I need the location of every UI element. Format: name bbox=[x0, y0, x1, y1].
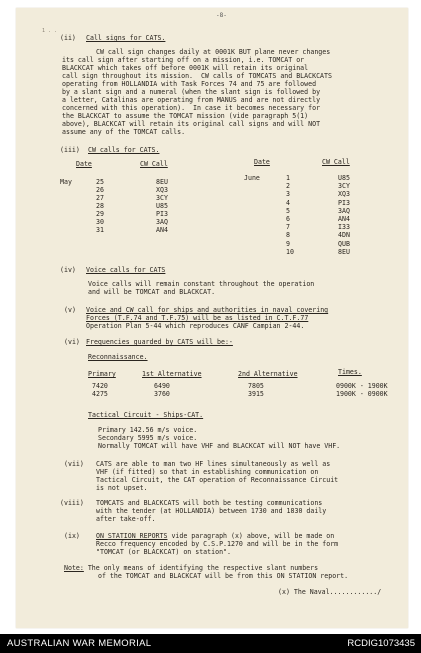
note-text-1: The only means of identifying the respective slant numbers bbox=[83, 564, 319, 572]
cw-table-right-month: June bbox=[244, 174, 260, 182]
cw-right-call: 3CY bbox=[338, 182, 350, 191]
freq-header-times: Times. bbox=[338, 368, 362, 376]
cw-right-date: 9 bbox=[286, 239, 290, 248]
section-vii-line: Tactical Circuit, the CAT operation of Reconnaissance Circuit bbox=[96, 476, 339, 484]
page-number: -8- bbox=[216, 12, 227, 19]
tactical-circuit-heading: Tactical Circuit - Ships-CAT. bbox=[88, 411, 204, 419]
note-label: Note: bbox=[64, 564, 84, 572]
section-viii-line: TOMCATS and BLACKCATS will both be testing communications bbox=[96, 499, 323, 507]
cw-right-call: I33 bbox=[338, 223, 350, 232]
section-ii-line: assume any of the TOMCAT calls. bbox=[62, 128, 186, 136]
cw-right-date: 6 bbox=[286, 215, 290, 223]
cw-left-call: 3AQ bbox=[156, 218, 168, 226]
cw-right-call: XQ3 bbox=[338, 190, 350, 199]
section-v-number: (v) bbox=[64, 306, 76, 314]
section-iv-heading: Voice calls for CATS bbox=[86, 266, 166, 274]
cw-right-date: 1 bbox=[286, 174, 290, 182]
cw-right-date: 2 bbox=[286, 182, 290, 191]
cw-left-call: AN4 bbox=[156, 226, 168, 234]
cw-right-date: 4 bbox=[286, 198, 290, 207]
section-ix-line-1-rest: vide paragraph (x) above, will be made on bbox=[167, 532, 335, 540]
reconnaissance-label: Reconnaissance. bbox=[88, 353, 148, 361]
section-ii-line: its call sign after starting off on a mission, i.e. TOMCAT or bbox=[62, 56, 305, 64]
frequency-cell: 1900K - 0900K bbox=[336, 390, 388, 398]
section-iv-line: Voice calls will remain constant throughout the operation bbox=[88, 280, 315, 288]
cw-right-call: 4DN bbox=[338, 231, 350, 240]
cw-left-call: 8EU bbox=[156, 178, 168, 186]
frequency-cell: 3760 bbox=[154, 390, 170, 398]
cw-right-call: AN4 bbox=[338, 215, 350, 223]
cw-left-call: U85 bbox=[156, 202, 168, 210]
section-ii-line: by a slant sign and a numeral (when the slant sign is followed by bbox=[62, 88, 321, 96]
section-iii-number: (iii) bbox=[60, 146, 80, 154]
cw-right-date: 7 bbox=[286, 223, 290, 232]
section-vii-number: (vii) bbox=[64, 460, 84, 468]
cw-left-call: XQ3 bbox=[156, 186, 168, 194]
section-ii-line: operating from HOLLANDIA with Task Forces 74 and 75 are followed bbox=[62, 80, 317, 88]
frequency-cell: 4275 bbox=[92, 390, 108, 398]
cw-left-call: 3CY bbox=[156, 194, 168, 202]
section-viii-line: after take-off. bbox=[96, 515, 156, 523]
section-ii-line: the BLACKCAT to assume the TOMCAT mission (vide paragraph 5(1) bbox=[62, 112, 309, 120]
cw-right-date: 5 bbox=[286, 206, 290, 215]
section-v-line-3: Operation Plan 5-44 which reproduces CANF Campian 2-44. bbox=[86, 322, 305, 330]
footer-source: AUSTRALIAN WAR MEMORIAL bbox=[7, 638, 152, 649]
cw-table-right-date-header: Date bbox=[254, 158, 270, 166]
section-ii-line: above), BLACKCAT will retain its original call signs and will NOT bbox=[62, 120, 321, 128]
cw-right-call: QUB bbox=[338, 239, 350, 248]
cw-left-date: 27 bbox=[96, 194, 104, 202]
frequency-cell: 3915 bbox=[248, 390, 264, 398]
section-ii-line: call sign throughout its mission. CW calls of TOMCATS and BLACKCATS bbox=[62, 72, 332, 80]
section-vii-line: is not upset. bbox=[96, 484, 148, 492]
section-ii-line: a letter, Catalinas are operating from MANUS and are not directly bbox=[62, 96, 321, 104]
freq-header-alt1: 1st Alternative bbox=[142, 370, 202, 378]
cw-right-call: 8EU bbox=[338, 247, 350, 256]
section-ix-line-3: "TOMCAT (or BLACKCAT) on station". bbox=[96, 548, 231, 556]
cw-right-call: 3AQ bbox=[338, 206, 350, 215]
tactical-circuit-line: Secondary 5995 m/s voice. bbox=[98, 434, 198, 442]
note-line-2: of the TOMCAT and BLACKCAT will be from this ON STATION report. bbox=[98, 572, 349, 580]
section-ix-line-1 bbox=[96, 532, 334, 540]
cw-left-date: 26 bbox=[96, 186, 104, 194]
cw-right-call: U85 bbox=[338, 174, 350, 182]
archive-footer bbox=[0, 634, 421, 653]
section-iv-number: (iv) bbox=[60, 266, 76, 274]
footer-id: RCDIG1073435 bbox=[347, 638, 415, 649]
cw-table-left-month: May bbox=[60, 178, 72, 186]
cw-table-left-call-header: CW Call bbox=[140, 160, 168, 168]
cw-left-date: 28 bbox=[96, 202, 104, 210]
cw-table-left-date-header: Date bbox=[76, 160, 92, 168]
section-ii-line: CW call sign changes daily at 0001K BUT plane never changes bbox=[96, 48, 331, 56]
tactical-circuit-line: Primary 142.56 m/s voice. bbox=[98, 426, 198, 434]
corner-mark: 1 . . bbox=[42, 28, 58, 34]
section-ix-heading: ON STATION REPORTS bbox=[96, 532, 168, 540]
section-ii-line: concerned with this operation). In case it becomes necessary for bbox=[62, 104, 321, 112]
continuation-text: (x) The Naval............/ bbox=[278, 588, 382, 596]
tactical-circuit-line: Normally TOMCAT will have VHF and BLACKCAT will NOT have VHF. bbox=[98, 442, 341, 450]
cw-left-date: 31 bbox=[96, 226, 104, 234]
freq-header-alt2: 2nd Alternative bbox=[238, 370, 298, 378]
section-vi-number: (vi) bbox=[64, 338, 80, 346]
cw-left-date: 25 bbox=[96, 178, 104, 186]
document-page bbox=[16, 8, 408, 628]
note-line-1 bbox=[64, 564, 318, 572]
section-vii-line: CATS are able to man two HF lines simultaneously as well as bbox=[96, 460, 331, 468]
cw-left-date: 30 bbox=[96, 218, 104, 226]
section-ii-number: (ii) bbox=[60, 34, 76, 42]
freq-header-primary: Primary bbox=[88, 370, 116, 378]
section-ix-number: (ix) bbox=[64, 532, 80, 540]
cw-left-date: 29 bbox=[96, 210, 104, 218]
section-iv-line: and will be TOMCAT and BLACKCAT. bbox=[88, 288, 216, 296]
cw-right-date: 3 bbox=[286, 190, 290, 199]
section-ii-line: BLACKCAT which takes off before 0001K will retain its original bbox=[62, 64, 309, 72]
section-v-line-2: Forces (T.F.74 and T.F.75) will be as listed in C.T.F.77 bbox=[86, 314, 309, 322]
cw-table-right-call-header: CW Call bbox=[322, 158, 350, 166]
section-iii-heading: CW calls for CATS. bbox=[88, 146, 160, 154]
section-ii-heading: Call signs for CATS. bbox=[86, 34, 166, 42]
cw-right-call: PI3 bbox=[338, 198, 350, 207]
frequency-cell: 7420 bbox=[92, 382, 108, 390]
section-vi-heading: Frequencies guarded by CATS will be:- bbox=[86, 338, 233, 346]
frequency-cell: 0900K - 1900K bbox=[336, 382, 388, 390]
frequency-cell: 6490 bbox=[154, 382, 170, 390]
cw-left-call: PI3 bbox=[156, 210, 168, 218]
section-viii-line: with the tender (at HOLLANDIA) between 1730 and 1830 daily bbox=[96, 507, 327, 515]
cw-right-date: 8 bbox=[286, 231, 290, 240]
section-vii-line: VHF (if fitted) so that in establishing communication on bbox=[96, 468, 319, 476]
section-viii-number: (viii) bbox=[60, 499, 84, 507]
section-ix-line-2: Recco frequency encoded by C.S.P.1270 and will be in the form bbox=[96, 540, 339, 548]
frequency-cell: 7805 bbox=[248, 382, 264, 390]
section-v-line-1: Voice and CW call for ships and authorities in naval covering bbox=[86, 306, 329, 314]
cw-right-date: 10 bbox=[286, 247, 294, 256]
